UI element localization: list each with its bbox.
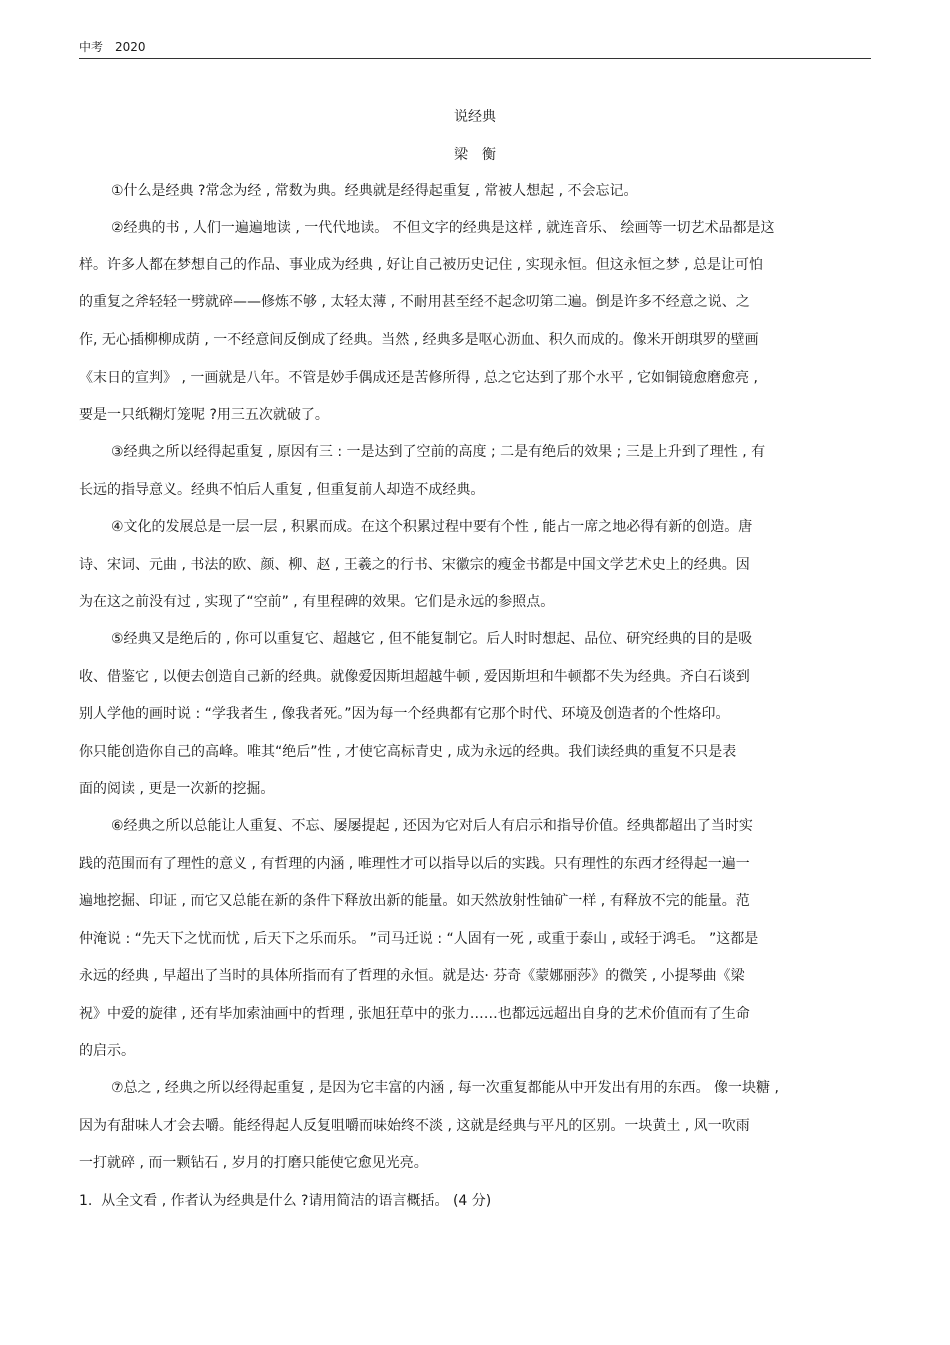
text-line: 面的阅读 , 更是一次新的挖掘。 — [79, 781, 275, 797]
text-line: 诗、宋词、元曲 , 书法的欧、颜、柳、赵 , 王羲之的行书、宋徽宗的瘦金书都是中国文学艺术史上的经典。因 — [79, 557, 750, 573]
text-line: 为在这之前没有过 , 实现了“空前” , 有里程碑的效果。它们是永远的参照点。 — [79, 594, 555, 610]
article-author: 梁 衡 — [454, 147, 496, 163]
article-title: 说经典 — [454, 109, 496, 125]
text-line: ③经典之所以经得起重复 , 原因有三 : 一是达到了空前的高度 ; 二是有绝后的效果 ; 三是上升到了理性 , 有 — [111, 444, 766, 460]
header-text: 中考 2020 — [79, 40, 146, 54]
text-line: ②经典的书 , 人们一遍遍地读 , 一代代地读。 不但文字的经典是这样 , 就连音乐、 绘画等一切艺术品都是这 — [111, 220, 775, 236]
text-line: 收、借鉴它 , 以便去创造自己新的经典。就像爱因斯坦超越牛顿 , 爱因斯坦和牛顿都不失为经典。齐白石谈到 — [79, 669, 750, 685]
text-line: 永远的经典 , 早超出了当时的具体所指而有了哲理的永恒。就是达· 芬奇《蒙娜丽莎》的微笑 , 小提琴曲《梁 — [79, 968, 745, 984]
text-line: ④文化的发展总是一层一层 , 积累而成。在这个积累过程中要有个性 , 能占一席之地必得有新的创造。唐 — [111, 519, 753, 535]
text-line: ⑤经典又是绝后的 , 你可以重复它、超越它 , 但不能复制它。后人时时想起、品位、研究经典的目的是吸 — [111, 631, 753, 647]
text-line: 仲淹说 : “先天下之忧而忧 , 后天下之乐而乐。 ”司马迁说 : “人固有一死 , 或重于泰山 , 或轻于鸿毛。 ”这都是 — [79, 931, 759, 947]
text-line: 你只能创造你自己的高峰。唯其“绝后”性 , 才使它高标青史 , 成为永远的经典。我们读经典的重复不只是表 — [79, 744, 737, 760]
text-line: ⑥经典之所以总能让人重复、不忘、屡屡提起 , 还因为它对后人有启示和指导价值。经典都超出了当时实 — [111, 818, 753, 834]
page-header — [79, 38, 871, 59]
text-line: 别人学他的画时说 : “学我者生 , 像我者死。”因为每一个经典都有它那个时代、环境及创造者的个性烙印。 — [79, 706, 730, 722]
text-line: 长远的指导意义。经典不怕后人重复 , 但重复前人却造不成经典。 — [79, 482, 485, 498]
text-line: 遍地挖掘、印证 , 而它又总能在新的条件下释放出新的能量。如天然放射性铀矿一样 , 有释放不完的能量。范 — [79, 893, 750, 909]
text-line: 的重复之斧轻轻一劈就碎——修炼不够 , 太轻太薄 , 不耐用甚至经不起念叨第二遍。倒是许多不经意之说、之 — [79, 294, 750, 310]
question-1: 1. 从全文看 , 作者认为经典是什么 ?请用简洁的语言概括。 (4 分) — [79, 1193, 492, 1209]
text-line: 作, 无心插柳柳成荫 , 一不经意间反倒成了经典。当然 , 经典多是呕心沥血、积久而成的。像米开朗琪罗的壁画 — [79, 332, 759, 348]
text-line: 祝》中爱的旋律 , 还有毕加索油画中的哲理 , 张旭狂草中的张力……也都远远超出自身的艺术价值而有了生命 — [79, 1006, 750, 1022]
text-line: ①什么是经典 ?常念为经 , 常数为典。经典就是经得起重复 , 常被人想起 , 不会忘记。 — [111, 183, 638, 199]
text-line: 践的范围而有了理性的意义 , 有哲理的内涵 , 唯理性才可以指导以后的实践。只有理性的东西才经得起一遍一 — [79, 856, 750, 872]
text-line: 的启示。 — [79, 1043, 135, 1059]
text-line: 因为有甜味人才会去嚼。能经得起人反复咀嚼而味始终不淡 , 这就是经典与平凡的区别。一块黄土 , 风一吹雨 — [79, 1118, 750, 1134]
text-line: 要是一只纸糊灯笼呢 ?用三五次就破了。 — [79, 407, 329, 423]
text-line: ⑦总之 , 经典之所以经得起重复 , 是因为它丰富的内涵 , 每一次重复都能从中开发出有用的东西。 像一块糖 , — [111, 1080, 779, 1096]
text-line: 《末日的宣判》 , 一画就是八年。不管是妙手偶成还是苦修所得 , 总之它达到了那个水平 , 它如铜镜愈磨愈亮 , — [79, 370, 758, 386]
text-line: 一打就碎 , 而一颗钻石 , 岁月的打磨只能使它愈见光亮。 — [79, 1155, 428, 1171]
text-line: 样。许多人都在梦想自己的作品、事业成为经典 , 好让自己被历史记住 , 实现永恒。但这永恒之梦 , 总是让可怕 — [79, 257, 764, 273]
